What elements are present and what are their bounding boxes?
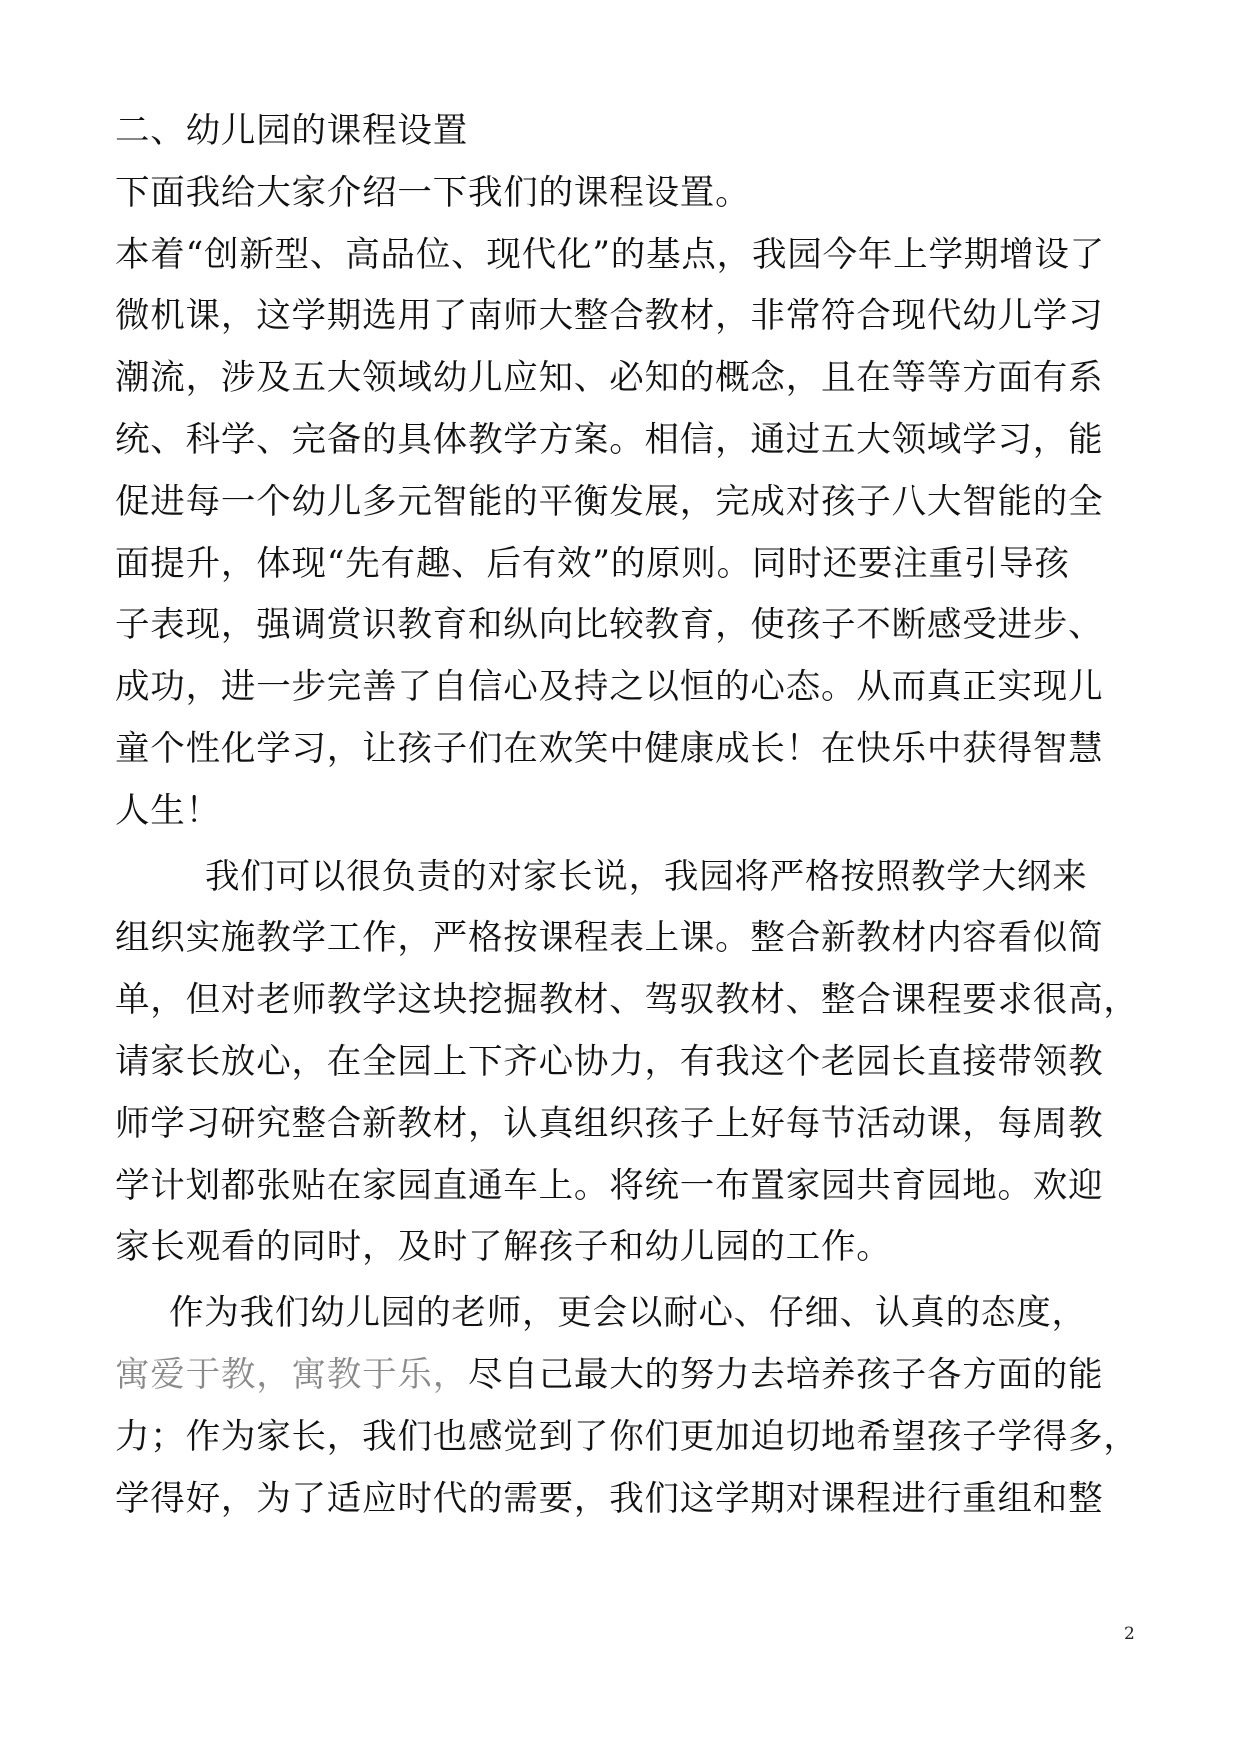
paragraph-line: 子表现，强调赏识教育和纵向比较教育，使孩子不断感受进步、 [115, 605, 1104, 646]
paragraph-line: 面提升，体现“先有趣、后有效”的原则。同时还要注重引导孩 [115, 543, 1070, 584]
paragraph-teaching-commitment [115, 847, 1139, 1280]
paragraph-line: 本着“创新型、高品位、现代化”的基点，我园今年上学期增设了 [115, 234, 1105, 275]
paragraph-line: 作为我们幼儿园的老师，更会以耐心、仔细、认真的态度， [169, 1293, 1087, 1334]
paragraph-line: 家长观看的同时，及时了解孩子和幼儿园的工作。 [115, 1227, 892, 1268]
paragraph-line: 促进每一个幼儿多元智能的平衡发展，完成对孩子八大智能的全 [115, 481, 1104, 522]
gray-text-span: 寓爱于教，寓教于乐， [115, 1354, 468, 1395]
paragraph-line: 人生！ [115, 790, 221, 831]
paragraph-line: 成功，进一步完善了自信心及持之以恒的心态。从而真正实现儿 [115, 667, 1104, 708]
paragraph-line: 力；作为家长，我们也感觉到了你们更加迫切地希望孩子学得多， [115, 1416, 1139, 1457]
intro-line: 下面我给大家介绍一下我们的课程设置。 [115, 172, 751, 213]
paragraph-line: 请家长放心，在全园上下齐心协力，有我这个老园长直接带领教 [115, 1041, 1104, 1082]
paragraph-line: 童个性化学习，让孩子们在欢笑中健康成长！在快乐中获得智慧 [115, 728, 1104, 769]
paragraph-course-overview [115, 225, 1135, 843]
paragraph-line: 单，但对老师教学这块挖掘教材、驾驭教材、整合课程要求很高， [115, 980, 1139, 1021]
paragraph-line: 师学习研究整合新教材，认真组织孩子上好每节活动课，每周教 [115, 1103, 1104, 1144]
section-heading: 二、幼儿园的课程设置 [115, 111, 468, 151]
paragraph-line: 潮流，涉及五大领域幼儿应知、必知的概念，且在等等方面有系 [115, 358, 1104, 399]
paragraph-line: 微机课，这学期选用了南师大整合教材，非常符合现代幼儿学习 [115, 296, 1104, 337]
text-span: 尽自己最大的努力去培养孩子各方面的能 [468, 1354, 1104, 1395]
paragraph-line: 组织实施教学工作，严格按课程表上课。整合新教材内容看似简 [115, 918, 1104, 959]
document-body [115, 101, 1139, 1530]
paragraph-teachers-and-parents [115, 1283, 1139, 1530]
paragraph-line [115, 1345, 1135, 1407]
paragraph-line: 学计划都张贴在家园直通车上。将统一布置家园共育园地。欢迎 [115, 1165, 1104, 1206]
paragraph-line: 我们可以很负责的对家长说，我园将严格按照教学大纲来 [205, 856, 1088, 897]
paragraph-line: 学得好，为了适应时代的需要，我们这学期对课程进行重组和整 [115, 1478, 1104, 1519]
page-number: 2 [1124, 1624, 1135, 1644]
paragraph-line: 统、科学、完备的具体教学方案。相信，通过五大领域学习，能 [115, 419, 1104, 460]
